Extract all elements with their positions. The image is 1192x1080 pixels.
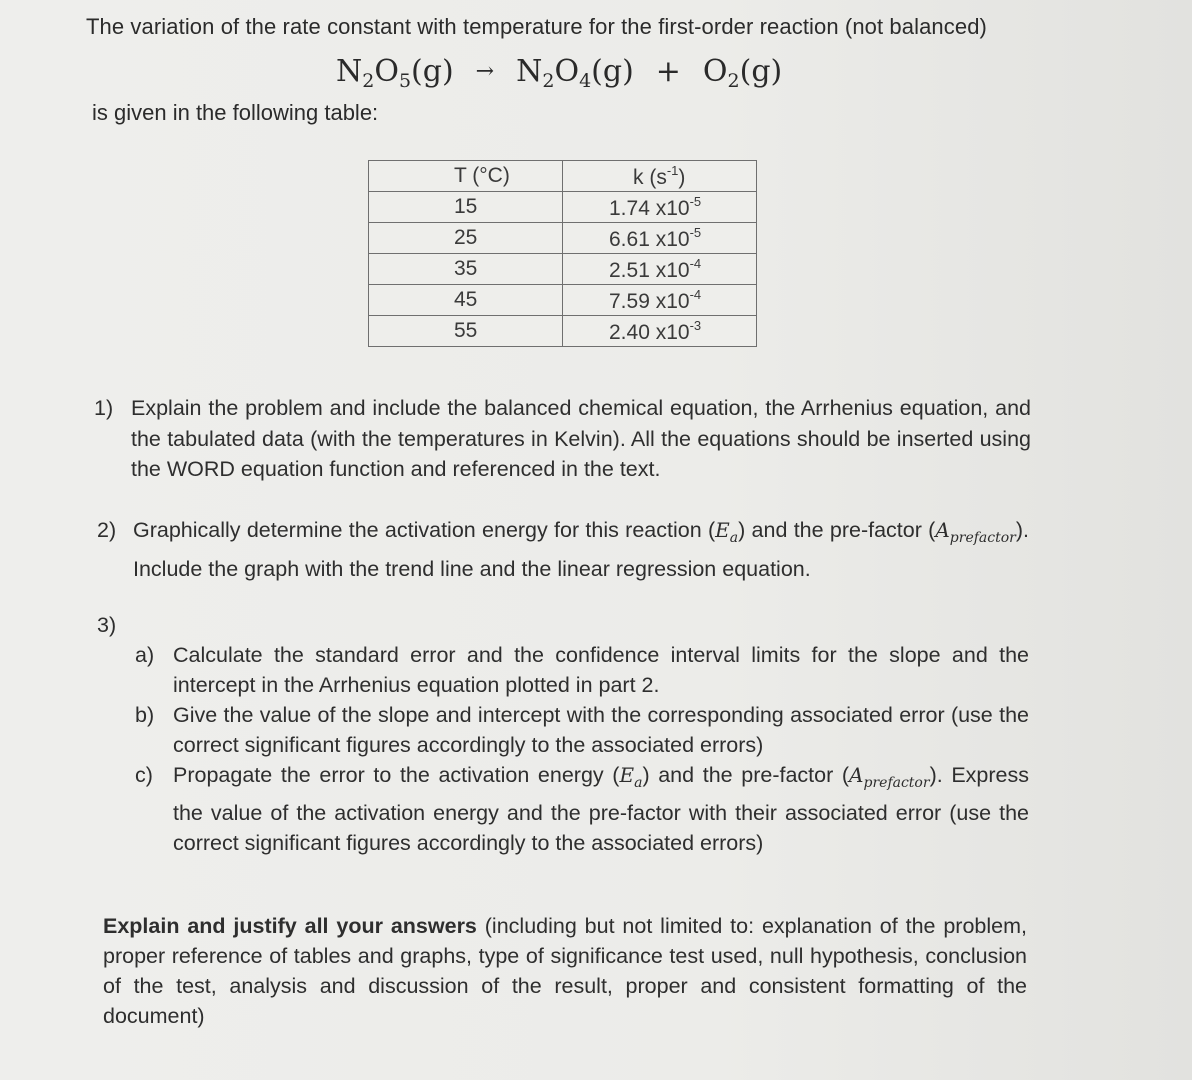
table-row bbox=[369, 254, 757, 285]
cell-temperature: 45 bbox=[369, 285, 563, 316]
table-row bbox=[369, 192, 757, 223]
rate-constant-table bbox=[368, 160, 757, 347]
subquestion-text: Calculate the standard error and the confidence interval limits for the slope and the intercept in the Arrhenius equation plotted in part 2. bbox=[173, 643, 1029, 697]
cell-temperature: 15 bbox=[369, 192, 563, 223]
subquestion-label: b) bbox=[135, 703, 155, 727]
intro-text: The variation of the rate constant with temperature for the first-order reaction (not balanced) bbox=[86, 14, 987, 39]
question-text: Graphically determine the activation energy for this reaction $(E_a)$ and the pre-factor $(A_{prefactor})$. Include the graph with the trend line and the linear regression equation. bbox=[133, 518, 1029, 581]
table-header-row bbox=[369, 161, 757, 192]
activation-energy-symbol: $E_a$ bbox=[619, 763, 643, 791]
closing-bold: Explain and justify all your answers bbox=[103, 914, 477, 938]
subquestion-text: Give the value of the slope and intercept with the corresponding associated error (use the correct significant figures accordingly to the associated errors) bbox=[173, 703, 1029, 757]
prefactor-symbol: $A_{prefactor}$ bbox=[935, 518, 1016, 546]
closing-rest: (including but not limited to: explanation of the problem, proper reference of tables and graphs, type of significance test used, null hypothesis, conclusion of the test, analysis and discussion of the result, proper and consistent formatting of the document) bbox=[103, 914, 1028, 1028]
header-temperature: T (°C) bbox=[369, 161, 563, 192]
question-number: 3) bbox=[97, 613, 117, 637]
question-number: 2) bbox=[97, 518, 117, 542]
cell-temperature: 55 bbox=[369, 316, 563, 347]
reactant: $N_2O_5(g)$ bbox=[336, 54, 454, 92]
subquestion-text: Propagate the error to the activation energy $(E_a)$ and the pre-factor $(A_{prefactor})$. Express the value of the activation energy and the pre-factor with their associated error (use the correct significant figures accordingly to the associated errors) bbox=[173, 763, 1029, 855]
cell-rate-constant: 6.61 $x10^{-5}$ bbox=[563, 223, 757, 254]
header-rate-constant: k $(s^{-1})$ bbox=[563, 161, 757, 192]
table-row bbox=[369, 316, 757, 347]
cell-rate-constant: 1.74 $x10^{-5}$ bbox=[563, 192, 757, 223]
reaction-equation bbox=[336, 54, 782, 92]
plus-sign: + bbox=[655, 54, 681, 89]
product-2: $O_2(g)$ bbox=[702, 54, 783, 92]
cell-rate-constant: 2.40 $x10^{-3}$ bbox=[563, 316, 757, 347]
table-row bbox=[369, 223, 757, 254]
cell-rate-constant: 7.59 $x10^{-4}$ bbox=[563, 285, 757, 316]
table-row bbox=[369, 285, 757, 316]
subquestion-label: c) bbox=[135, 763, 153, 787]
closing-instructions bbox=[103, 911, 1027, 1031]
reaction-arrow: → bbox=[475, 59, 495, 84]
product-1: $N_2O_4(g)$ bbox=[516, 54, 634, 92]
prefactor-symbol: $A_{prefactor}$ bbox=[849, 763, 930, 791]
cell-temperature: 35 bbox=[369, 254, 563, 285]
subquestion-label: a) bbox=[135, 643, 155, 667]
cell-rate-constant: 2.51 $x10^{-4}$ bbox=[563, 254, 757, 285]
question-text: Explain the problem and include the balanced chemical equation, the Arrhenius equation, and the tabulated data (with the temperatures in Kelvin). All the equations should be inserted using the WORD equation function and referenced in the text. bbox=[131, 396, 1031, 481]
activation-energy-symbol: $E_a$ bbox=[715, 518, 739, 546]
given-text: is given in the following table: bbox=[92, 100, 379, 125]
cell-temperature: 25 bbox=[369, 223, 563, 254]
question-number: 1) bbox=[94, 396, 114, 420]
